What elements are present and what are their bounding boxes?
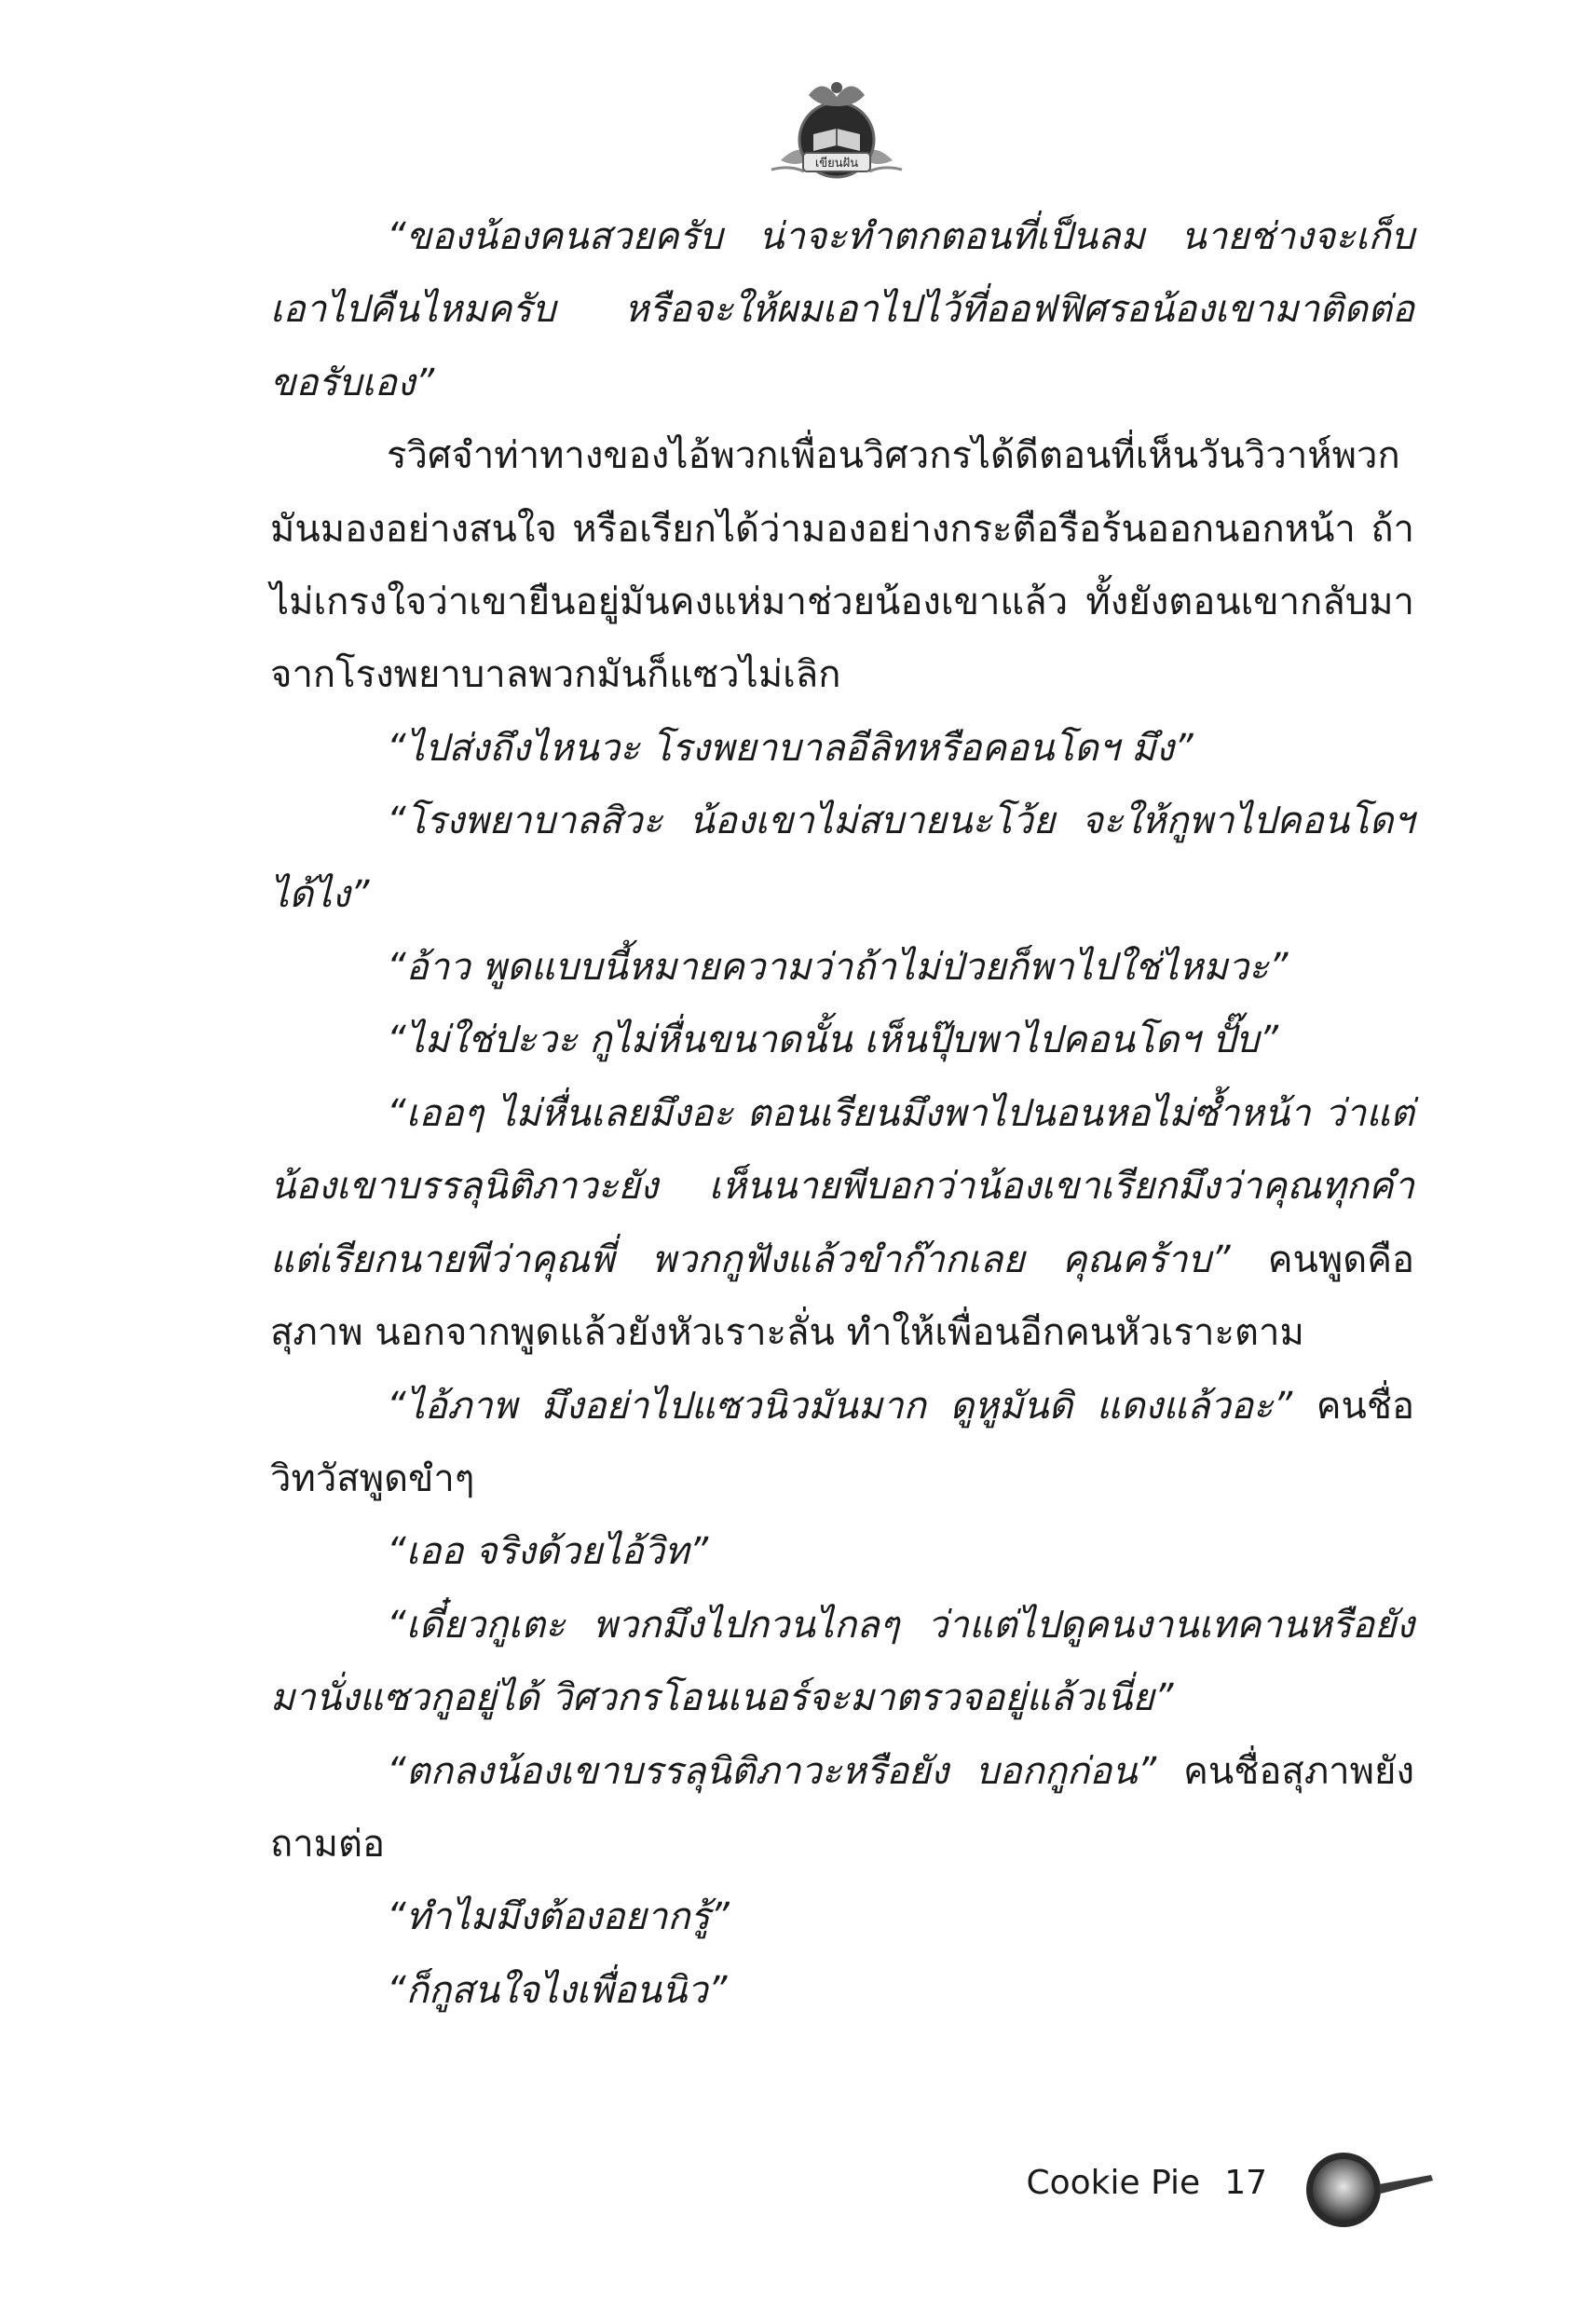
paragraph: “ไม่ใช่ปะวะ กูไม่หื่นขนาดนั้น เห็นปุ๊บพาไปคอนโดฯ ปั๊บ”	[387, 1019, 1279, 1062]
header-logo	[762, 67, 911, 198]
paragraph: “ตกลงน้องเขาบรรลุนิติภาวะหรือยัง บอกกูก่อน” คนชื่อสุภาพยังถามต่อ	[270, 1749, 1414, 1866]
paragraph: “ไปส่งถึงไหนวะ โรงพยาบาลอีลิทหรือคอนโดฯ มึง”	[387, 726, 1194, 770]
book-title: Cookie Pie	[1026, 2164, 1201, 2202]
paragraph: “เออ จริงด้วยไอ้วิท”	[387, 1530, 709, 1574]
page-number: 17	[1224, 2164, 1267, 2202]
page-footer	[1025, 2143, 1435, 2236]
svg-text:เขียนฝัน: เขียนฝัน	[814, 157, 859, 171]
paragraph: “ของน้องคนสวยครับ น่าจะทำตกตอนที่เป็นลม นายช่างจะเก็บเอาไปคืนไหมครับ หรือจะให้ผมเอาไปไว้ที่ออฟฟิศรอน้องเขามาติดต่อขอรับเอง”	[270, 215, 1414, 404]
writer-logo-icon	[762, 67, 911, 198]
paragraph: รวิศจำท่าทางของไอ้พวกเพื่อนวิศวกรได้ดีตอนที่เห็นวันวิวาห์พวกมันมองอย่างสนใจ หรือเรียกได้ว่ามองอย่างกระตือรือร้นออกนอกหน้า ถ้าไม่เกรงใจว่าเขายืนอยู่มันคงแห่มาช่วยน้องเขาแล้ว ทั้งยังตอนเขากลับมาจากโรงพยาบาลพวกมันก็แซวไม่เลิก	[270, 434, 1414, 697]
paragraph: “เดี๋ยวกูเตะ พวกมึงไปกวนไกลๆ ว่าแต่ไปดูคนงานเทคานหรือยัง มานั่งแซวกูอยู่ได้ วิศวกรโอนเนอร์จะมาตรวจอยู่แล้วเนี่ย”	[270, 1603, 1414, 1720]
paragraph: “โรงพยาบาลสิวะ น้องเขาไม่สบายนะโว้ย จะให้กูพาไปคอนโดฯ ได้ไง”	[270, 800, 1414, 916]
footer-text	[1026, 2164, 1267, 2202]
paragraph: “ทำไมมึงต้องอยากรู้”	[387, 1895, 730, 1939]
paragraph: “ไอ้ภาพ มึงอย่าไปแซวนิวมันมาก ดูหูมันดิ แดงแล้วอะ” คนชื่อวิทวัสพูดขำๆ	[270, 1384, 1414, 1500]
story-body	[270, 200, 1414, 2027]
paragraph: “อ้าว พูดแบบนี้หมายความว่าถ้าไม่ป่วยก็พาไปใช่ไหมวะ”	[387, 946, 1289, 990]
paragraph: “ก็กูสนใจไงเพื่อนนิว”	[387, 1968, 728, 2012]
frying-pan-icon	[1304, 2143, 1435, 2236]
paragraph: “เออๆ ไม่หื่นเลยมึงอะ ตอนเรียนมึงพาไปนอนหอไม่ซ้ำหน้า ว่าแต่น้องเขาบรรลุนิติภาวะยัง เห็นนายพีบอกว่าน้องเขาเรียกมึงว่าคุณทุกคำ แต่เรียกนายพีว่าคุณพี่ พวกกูฟังแล้วขำก๊ากเลย คุณคร้าบ” คนพูดคือสุภาพ นอกจากพูดแล้วยังหัวเราะลั่น ทำให้เพื่อนอีกคนหัวเราะตาม	[270, 1091, 1414, 1355]
